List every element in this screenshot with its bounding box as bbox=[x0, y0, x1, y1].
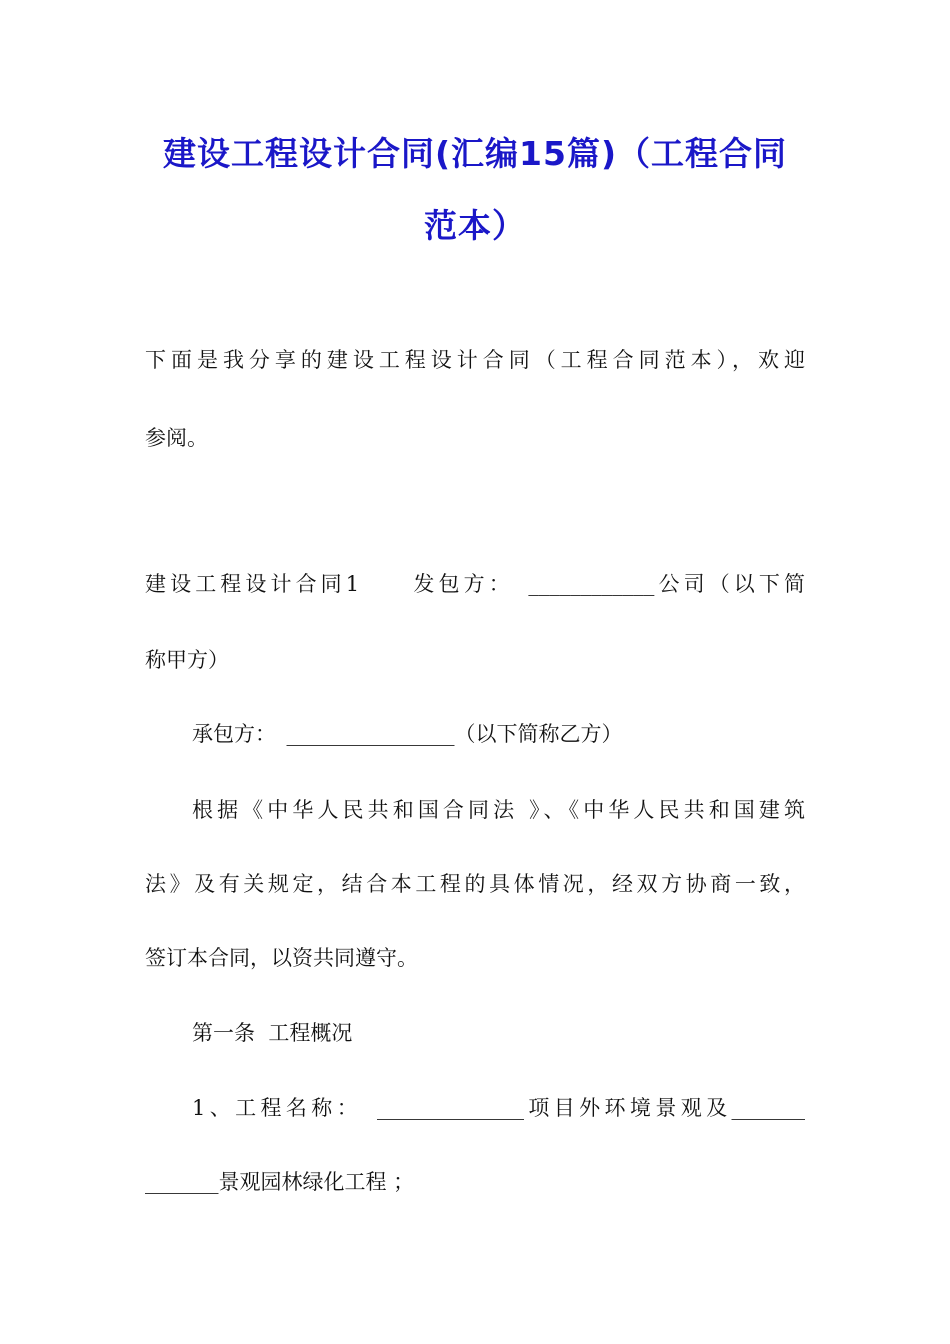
intro-paragraph-line-2: 参阅。 bbox=[145, 426, 208, 450]
contract-heading-line-2: 称甲方） bbox=[145, 648, 229, 672]
project-name-line-1: 1、工程名称： ______________项目外环境景观及_______ bbox=[192, 1096, 805, 1120]
article-1-heading: 第一条 工程概况 bbox=[192, 1021, 353, 1045]
intro-paragraph-line-1: 下面是我分享的建设工程设计合同（工程合同范本），欢迎 bbox=[145, 348, 805, 372]
document-title-line-1: 建设工程设计合同(汇编15篇)（工程合同 bbox=[162, 134, 788, 173]
document-title-line-2: 范本） bbox=[424, 206, 526, 245]
contract-heading-line-1: 建设工程设计合同1 发包方： ____________公司（以下简 bbox=[145, 572, 805, 596]
project-name-line-2: _______景观园林绿化工程 ； bbox=[145, 1170, 415, 1194]
basis-paragraph-line-3: 签订本合同，以资共同遵守。 bbox=[145, 946, 418, 970]
contractor-line: 承包方： ________________（以下简称乙方） bbox=[192, 722, 623, 746]
basis-paragraph-line-1: 根据《中华人民共和国合同法 》、《中华人民共和国建筑 bbox=[192, 798, 805, 822]
basis-paragraph-line-2: 法》及有关规定，结合本工程的具体情况，经双方协商一致， bbox=[145, 872, 805, 896]
